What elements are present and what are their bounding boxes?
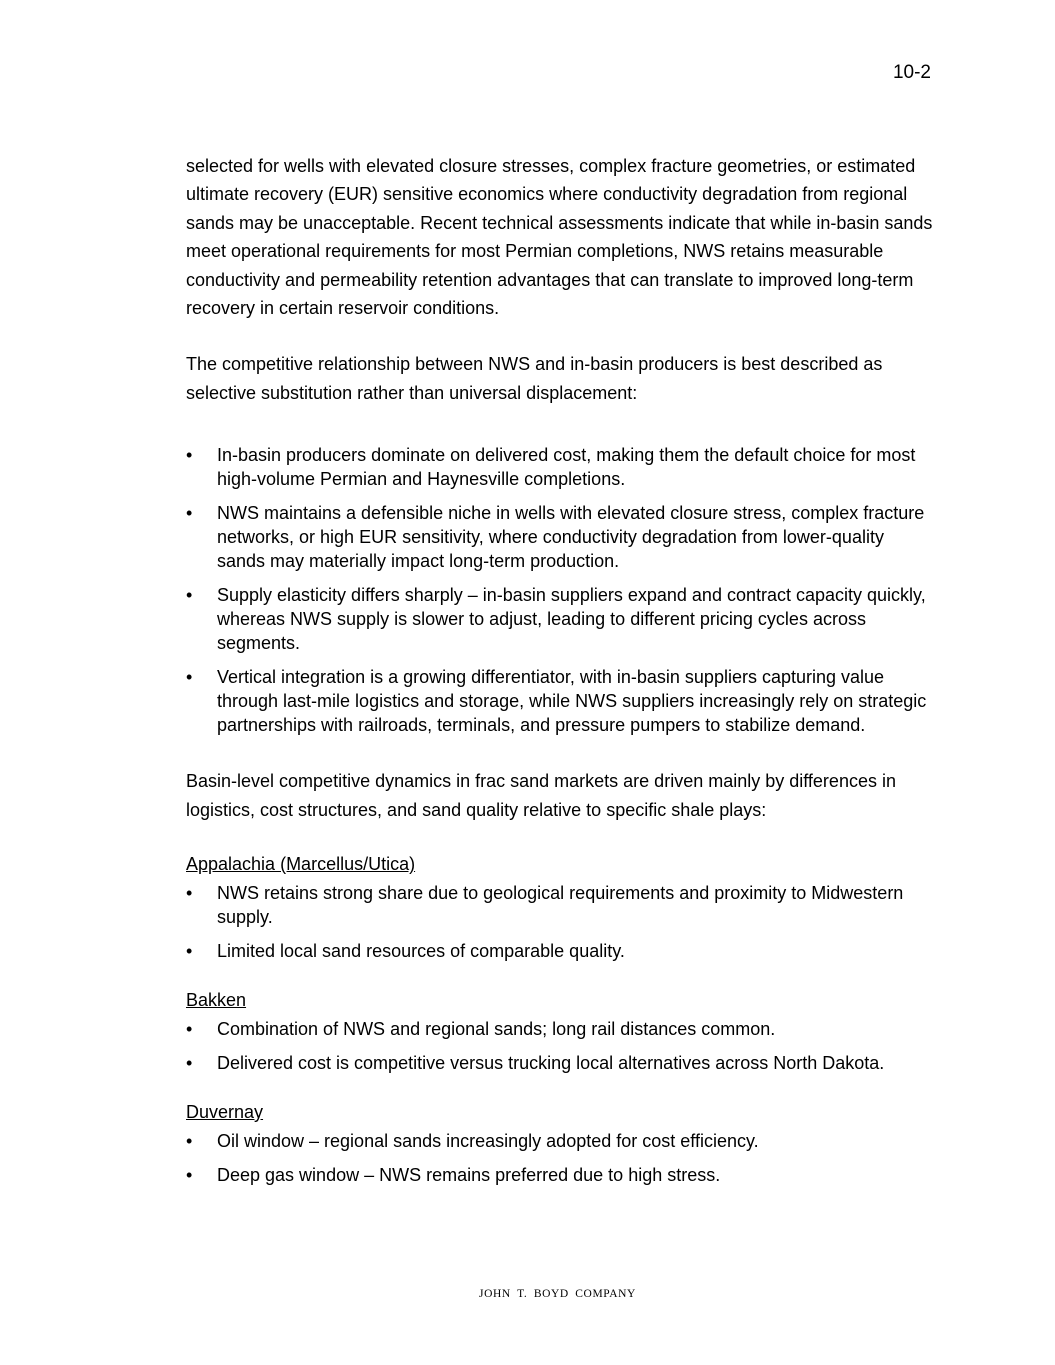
list-item-text: NWS retains strong share due to geological requirements and proximity to Midwestern supply. [217,883,904,928]
list-item-text: Oil window – regional sands increasingly adopted for cost efficiency. [217,1131,759,1152]
list-item [186,501,936,573]
list-item-text: Delivered cost is competitive versus trucking local alternatives across North Dakota. [217,1053,885,1074]
bullet-icon: • [186,585,193,606]
list-item-text: In-basin producers dominate on delivered cost, making them the default choice for most high-volume Permian and Haynesville completions. [217,445,916,490]
list-item [186,583,936,655]
list-item-text: Limited local sand resources of comparable quality. [217,941,625,962]
bullet-icon: • [186,1053,193,1074]
footer-company-name: JOHN T. BOYD COMPANY [479,1288,636,1300]
list-item [186,1051,936,1075]
list-item [186,881,936,929]
bullet-icon: • [186,503,193,524]
paragraph-competitive-relationship: The competitive relationship between NWS and in-basin producers is best described as selective substitution rather than universal displacement: [186,354,883,403]
region-block-bakken [186,988,936,1075]
region-block-duvernay [186,1100,936,1187]
region-list-duvernay [186,1129,936,1187]
region-heading-appalachia: Appalachia (Marcellus/Utica) [186,854,416,875]
page-content [186,152,936,1187]
bullet-icon: • [186,445,193,466]
list-item [186,443,936,491]
paragraph-continuation: selected for wells with elevated closure stresses, complex fracture geometries, or estimated ultimate recovery (EUR) sensitive economics where conductivity degradation from regional sands may be unacceptable. Recent technical assessments indicate that while in-basin sands meet operational requirements for most Permian completions, NWS retains measurable conductivity and permeability retention advantages that can translate to improved long-term recovery in certain reservoir conditions. [186,156,933,319]
paragraph-basin-intro: Basin-level competitive dynamics in frac sand markets are driven mainly by differences in logistics, cost structures, and sand quality relative to specific shale plays: [186,771,896,820]
list-item-text: NWS maintains a defensible niche in wells with elevated closure stress, complex fracture networks, or high EUR sensitivity, where conductivity degradation from lower-quality sands may materially impact long-term production. [217,503,925,572]
region-list-appalachia [186,881,936,963]
region-list-bakken [186,1017,936,1075]
list-item [186,1129,936,1153]
region-heading-bakken: Bakken [186,990,247,1011]
page-number: 10-2 [892,62,931,83]
list-item-text: Deep gas window – NWS remains preferred due to high stress. [217,1165,721,1186]
list-item-text: Supply elasticity differs sharply – in-basin suppliers expand and contract capacity quickly, whereas NWS supply is slower to adjust, leading to different pricing cycles across segments. [217,585,926,654]
bullet-icon: • [186,883,193,904]
bullet-icon: • [186,1165,193,1186]
list-item-text: Combination of NWS and regional sands; long rail distances common. [217,1019,776,1040]
bullet-icon: • [186,1131,193,1152]
list-item [186,1163,936,1187]
list-item [186,939,936,963]
competitive-bullet-list [186,443,936,737]
bullet-icon: • [186,941,193,962]
list-item [186,665,936,737]
list-item [186,1017,936,1041]
region-heading-duvernay: Duvernay [186,1102,264,1123]
list-item-text: Vertical integration is a growing differentiator, with in-basin suppliers capturing value through last-mile logistics and storage, while NWS suppliers increasingly rely on strategic partnerships with railroads, terminals, and pressure pumpers to stabilize demand. [217,667,927,736]
bullet-icon: • [186,1019,193,1040]
bullet-icon: • [186,667,193,688]
